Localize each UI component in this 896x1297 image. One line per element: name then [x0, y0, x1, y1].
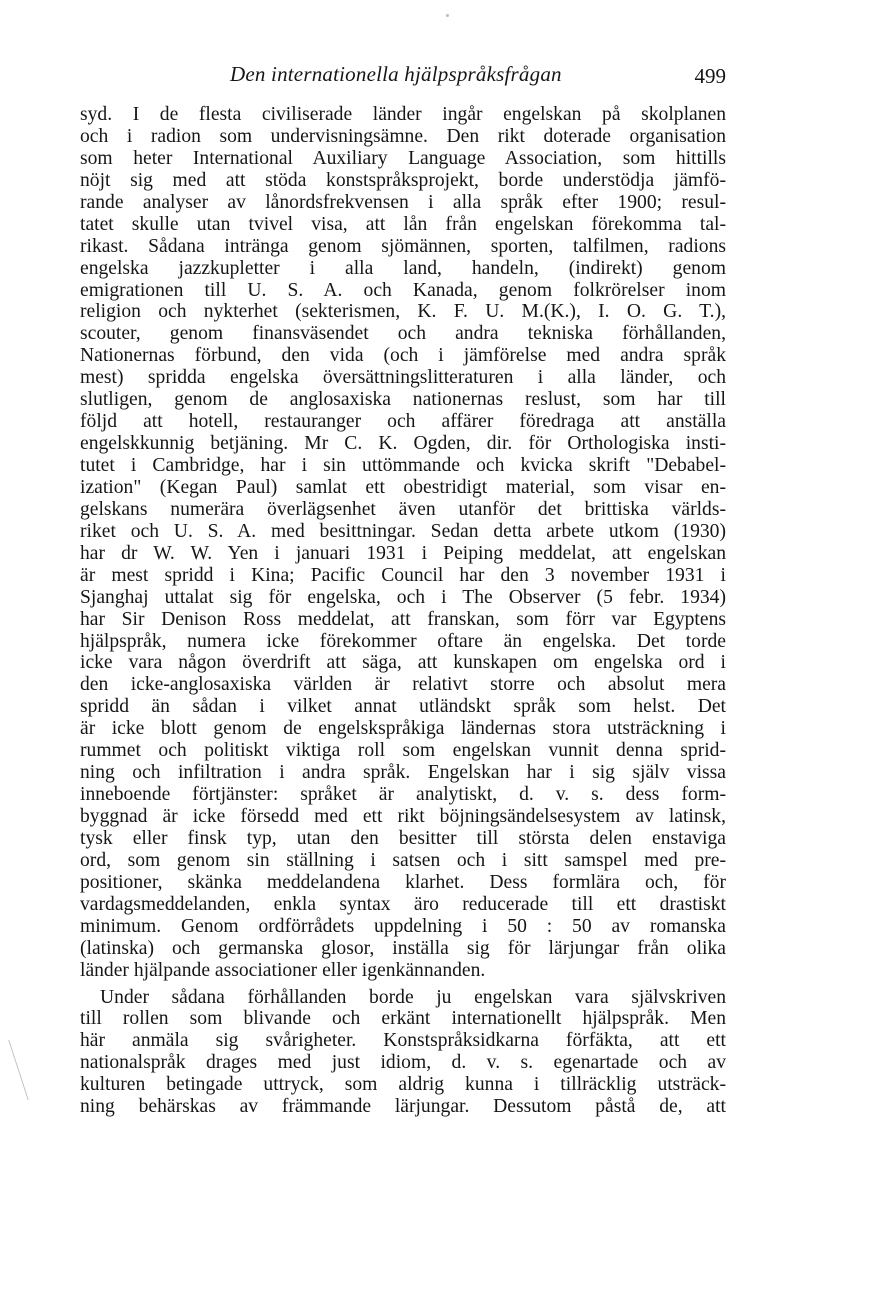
text-line: scouter, genom finansväsendet och andra tekniska förhållanden, — [80, 323, 726, 345]
text-line: riket och U. S. A. med besittningar. Sedan detta arbete utkom (1930) — [80, 520, 726, 542]
text-line: hjälpspråk, numera icke förekommer oftare än engelska. Det torde — [80, 630, 726, 652]
text-line: byggnad är icke försedd med ett rikt böjningsändelsesystem av latinsk, — [80, 806, 726, 827]
text-line: icke vara någon överdrift att säga, att kunskapen om engelska ord i — [80, 652, 726, 674]
scan-speck — [446, 14, 449, 17]
text-line: nöjt sig med att stöda konstspråksprojekt, borde understödja jämfö- — [80, 169, 726, 191]
page-header — [80, 62, 726, 94]
text-line: inneboende förtjänster: språket är analytiskt, d. v. s. dess form- — [80, 784, 726, 806]
text-line: ization" (Kegan Paul) samlat ett obestridigt material, som visar en- — [80, 476, 726, 498]
text-line: positioner, skänka meddelandena klarhet. Dess formlära och, för — [80, 871, 726, 893]
text-line: tatet skulle utan tvivel visa, att lån från engelskan förekomma tal- — [80, 213, 726, 235]
text-line: är mest spridd i Kina; Pacific Council har den 3 november 1931 i — [80, 564, 726, 586]
text-line: följd att hotell, restauranger och affärer föredraga att anställa — [80, 411, 726, 433]
text-line: länder hjälpande associationer eller igenkännanden. — [80, 959, 486, 981]
text-line: spridd än sådan i vilket annat utländskt språk som helst. Det — [80, 696, 726, 718]
text-line: vardagsmeddelanden, enkla syntax äro reducerade till ett drastiskt — [80, 893, 726, 915]
text-line: engelskkunnig betjäning. Mr C. K. Ogden, dir. för Orthologiska insti- — [80, 433, 726, 455]
text-line: slutligen, genom de anglosaxiska nationernas reslust, som har till — [80, 389, 726, 411]
text-line: den icke-anglosaxiska världen är relativt storre och absolut mera — [80, 674, 726, 696]
text-line: kulturen betingade uttryck, som aldrig kunna i tillräcklig utsträck- — [80, 1074, 726, 1096]
text-line: (latinska) och germanska glosor, inställa sig för lärjungar från olika — [80, 937, 726, 959]
text-line: har dr W. W. Yen i januari 1931 i Peiping meddelat, att engelskan — [80, 542, 726, 564]
text-line: ning och infiltration i andra språk. Engelskan har i sig själv vissa — [80, 762, 726, 784]
text-line: gelskans numerära överlägsenhet även utanför det brittiska världs- — [80, 498, 726, 520]
paragraph — [80, 987, 726, 1119]
text-line: mest) spridda engelska översättningslitteraturen i alla länder, och — [80, 367, 726, 389]
text-line: rande analyser av lånordsfrekvensen i alla språk efter 1900; resul- — [80, 191, 726, 213]
text-line: emigrationen till U. S. A. och Kanada, genom folkrörelser inom — [80, 279, 726, 301]
text-line: engelska jazzkupletter i alla land, handeln, (indirekt) genom — [80, 257, 726, 279]
text-line: är icke blott genom de engelskspråkiga ländernas stora utsträckning i — [80, 718, 726, 740]
text-line: rummet och politiskt viktiga roll som engelskan vunnit denna sprid- — [80, 740, 726, 762]
scan-edge-mark — [0, 1040, 29, 1100]
text-line: tysk eller finsk typ, utan den besitter till största delen enstaviga — [80, 827, 726, 849]
body-text — [80, 104, 726, 1118]
text-line: Sjanghaj uttalat sig för engelska, och i The Observer (5 febr. 1934) — [80, 586, 726, 608]
text-line: ning behärskas av främmande lärjungar. Dessutom påstå de, att — [80, 1096, 726, 1118]
text-line: och i radion som undervisningsämne. Den rikt doterade organisation — [80, 125, 726, 147]
text-line: nationalspråk drages med just idiom, d. v. s. egenartade och av — [80, 1052, 726, 1074]
text-line: syd. I de flesta civiliserade länder ingår engelskan på skolplanen — [80, 104, 726, 125]
text-line: ord, som genom sin ställning i satsen och i sitt samspel med pre- — [80, 849, 726, 871]
text-line: Under sådana förhållanden borde ju engelskan vara självskriven — [100, 986, 726, 1008]
running-title: Den internationella hjälpspråksfrågan — [230, 62, 562, 86]
text-line: minimum. Genom ordförrådets uppdelning i 50 : 50 av romanska — [80, 915, 726, 937]
text-line: här anmäla sig svårigheter. Konstspråksidkarna förfäkta, att ett — [80, 1030, 726, 1052]
text-line: har Sir Denison Ross meddelat, att franskan, som förr var Egyptens — [80, 608, 726, 630]
page-number: 499 — [694, 64, 726, 88]
text-line: rikast. Sådana inträngа genom sjömännen, sporten, talfilmen, radions — [80, 235, 726, 257]
text-line: Nationernas förbund, den vida (och i jämförelse med andra språk — [80, 345, 726, 367]
text-line: till rollen som blivande och erkänt internationellt hjälpspråk. Men — [80, 1008, 726, 1030]
paragraph — [80, 104, 726, 982]
text-line: religion och nykterhet (sekterismen, K. F. U. M.(K.), I. O. G. T.), — [80, 301, 726, 323]
text-line: som heter International Auxiliary Language Association, som hittills — [80, 147, 726, 169]
text-line: tutet i Cambridge, har i sin uttömmande och kvicka skrift "Debabel- — [80, 455, 726, 476]
